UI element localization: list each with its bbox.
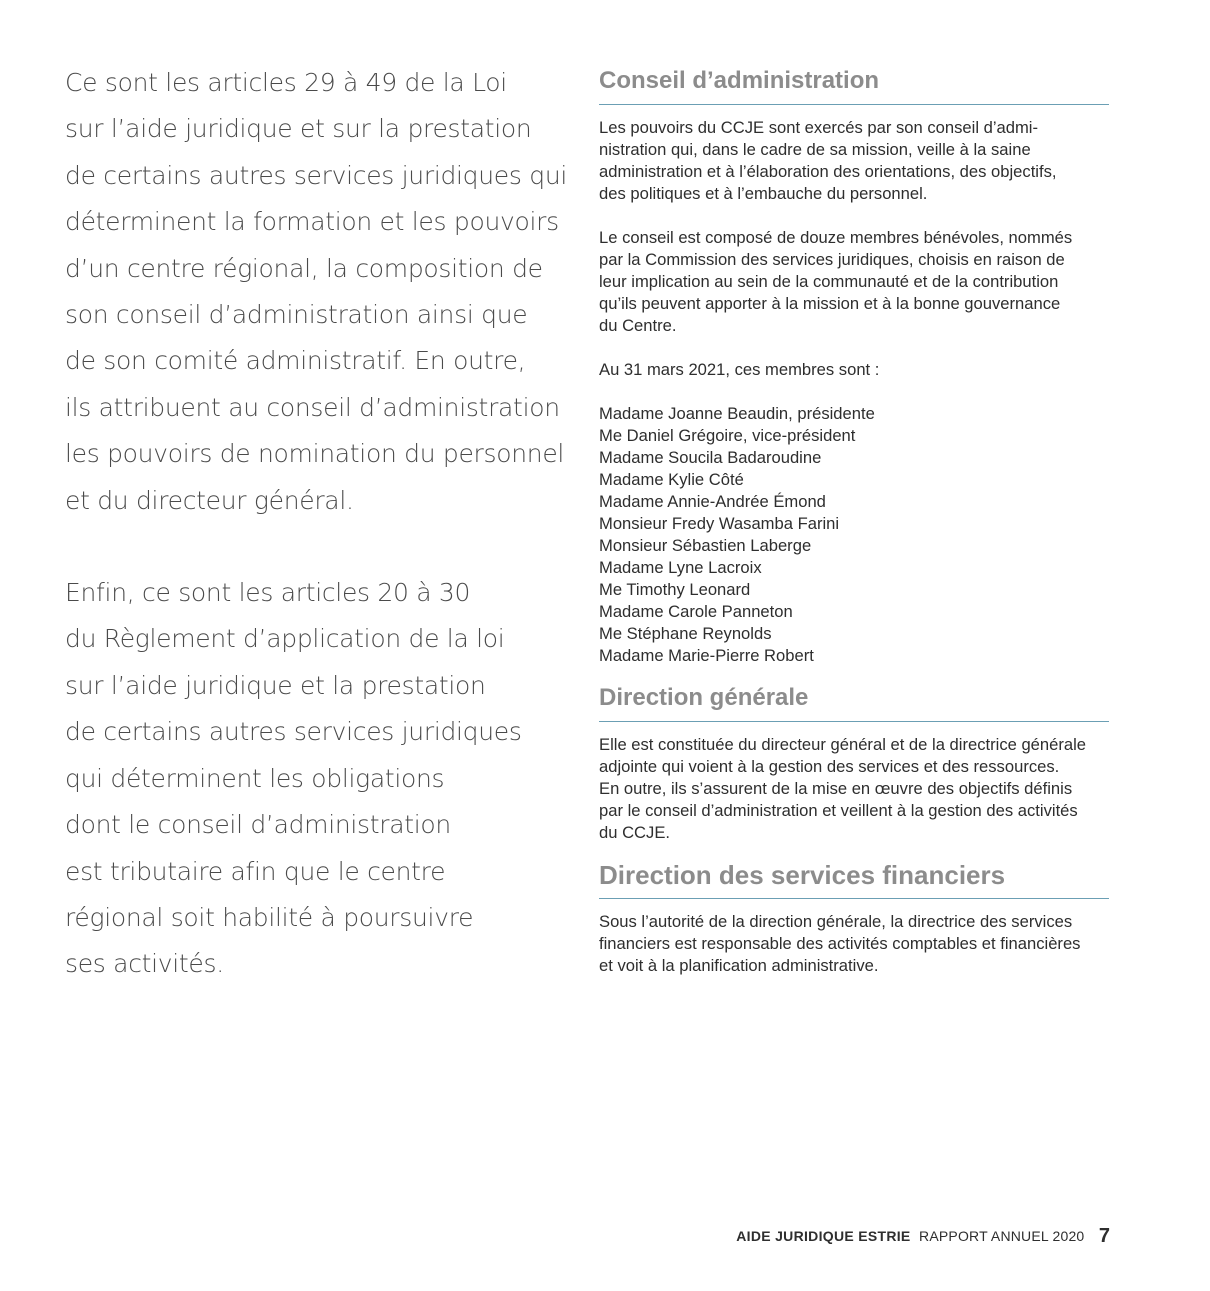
paragraph-line: est tributaire afin que le centre [65, 856, 446, 886]
list-item: Madame Lyne Lacroix [599, 558, 762, 577]
direction-financiers-paragraph [599, 911, 1109, 977]
list-item: Monsieur Fredy Wasamba Farini [599, 514, 840, 533]
conseil-paragraph-2 [599, 227, 1109, 337]
paragraph-line: de certains autres services juridiques [65, 717, 522, 747]
list-item: Me Stéphane Reynolds [599, 624, 772, 643]
text-line: des politiques et à l’embauche du personnel. [599, 184, 928, 203]
paragraph-line: son conseil d’administration ainsi que [65, 300, 528, 330]
list-item: Madame Kylie Côté [599, 470, 744, 489]
paragraph-line: régional soit habilité à poursuivre [65, 902, 474, 932]
text-line: qu’ils peuvent apporter à la mission et à la bonne gouvernance [599, 294, 1061, 313]
text-line: et voit à la planification administrative. [599, 956, 879, 975]
text-line: administration et à l’élaboration des orientations, des objectifs, [599, 162, 1057, 181]
text-line: Sous l’autorité de la direction générale, la directrice des services [599, 912, 1073, 931]
paragraph-line: ils attribuent au conseil d’administration [65, 392, 560, 422]
list-item: Monsieur Sébastien Laberge [599, 536, 812, 555]
left-column [65, 60, 568, 988]
paragraph-line: et du directeur général. [65, 485, 354, 515]
paragraph-line: de certains autres services juridiques qui [65, 160, 568, 190]
paragraph-line: du Règlement d’application de la loi [65, 624, 505, 654]
text-line: du Centre. [599, 316, 677, 335]
section-divider [599, 721, 1109, 722]
section-divider [599, 898, 1109, 899]
right-column [599, 64, 1109, 977]
direction-generale-paragraph [599, 734, 1109, 844]
direction-generale-section [599, 681, 1109, 844]
list-item: Madame Soucila Badaroudine [599, 448, 822, 467]
members-intro: Au 31 mars 2021, ces membres sont : [599, 360, 880, 379]
text-line: par le conseil d’administration et veillent à la gestion des activités [599, 801, 1078, 820]
paragraph-line: déterminent la formation et les pouvoirs [65, 207, 559, 237]
text-line: financiers est responsable des activités comptables et financières [599, 934, 1081, 953]
member-list [599, 403, 1109, 667]
paragraph-line: sur l’aide juridique et sur la prestation [65, 114, 532, 144]
list-item: Me Timothy Leonard [599, 580, 751, 599]
paragraph-line: d’un centre régional, la composition de [65, 253, 543, 283]
direction-financiers-section [599, 858, 1109, 977]
paragraph-line: de son comité administratif. En outre, [65, 346, 526, 376]
paragraph-line: Enfin, ce sont les articles 20 à 30 [65, 578, 471, 608]
list-item: Madame Joanne Beaudin, présidente [599, 404, 875, 423]
footer-report-title: RAPPORT ANNUEL 2020 [919, 1228, 1085, 1244]
page-footer [736, 1224, 1110, 1247]
direction-financiers-heading: Direction des services financiers [599, 860, 1006, 890]
text-line: leur implication au sein de la communauté et de la contribution [599, 272, 1059, 291]
conseil-heading: Conseil d’administration [599, 67, 880, 94]
paragraph-line: ses activités. [65, 949, 224, 979]
intro-paragraph-2 [65, 570, 555, 988]
text-line: du CCJE. [599, 823, 671, 842]
paragraph-line: dont le conseil d’administration [65, 810, 451, 840]
conseil-section [599, 64, 1109, 667]
list-item: Madame Annie-Andrée Émond [599, 492, 826, 511]
text-line: par la Commission des services juridiques, choisis en raison de [599, 250, 1065, 269]
list-item: Madame Marie-Pierre Robert [599, 646, 814, 665]
page-number: 7 [1098, 1225, 1110, 1247]
list-item: Madame Carole Panneton [599, 602, 793, 621]
paragraph-line: les pouvoirs de nomination du personnel [65, 439, 565, 469]
text-line: nistration qui, dans le cadre de sa mission, veille à la saine [599, 140, 1031, 159]
text-line: En outre, ils s’assurent de la mise en œuvre des objectifs définis [599, 779, 1073, 798]
text-line: adjointe qui voient à la gestion des services et des ressources. [599, 757, 1060, 776]
text-line: Le conseil est composé de douze membres bénévoles, nommés [599, 228, 1073, 247]
intro-paragraph-1 [65, 60, 568, 524]
paragraph-line: qui déterminent les obligations [65, 763, 445, 793]
text-line: Les pouvoirs du CCJE sont exercés par son conseil d’admi- [599, 118, 1039, 137]
conseil-paragraph-1 [599, 117, 1109, 205]
footer-brand: AIDE JURIDIQUE ESTRIE [736, 1228, 911, 1244]
section-divider [599, 104, 1109, 105]
paragraph-line: Ce sont les articles 29 à 49 de la Loi [65, 68, 507, 97]
direction-generale-heading: Direction générale [599, 684, 809, 711]
list-item: Me Daniel Grégoire, vice-président [599, 426, 856, 445]
paragraph-line: sur l’aide juridique et la prestation [65, 670, 486, 700]
text-line: Elle est constituée du directeur général et de la directrice générale [599, 735, 1087, 754]
